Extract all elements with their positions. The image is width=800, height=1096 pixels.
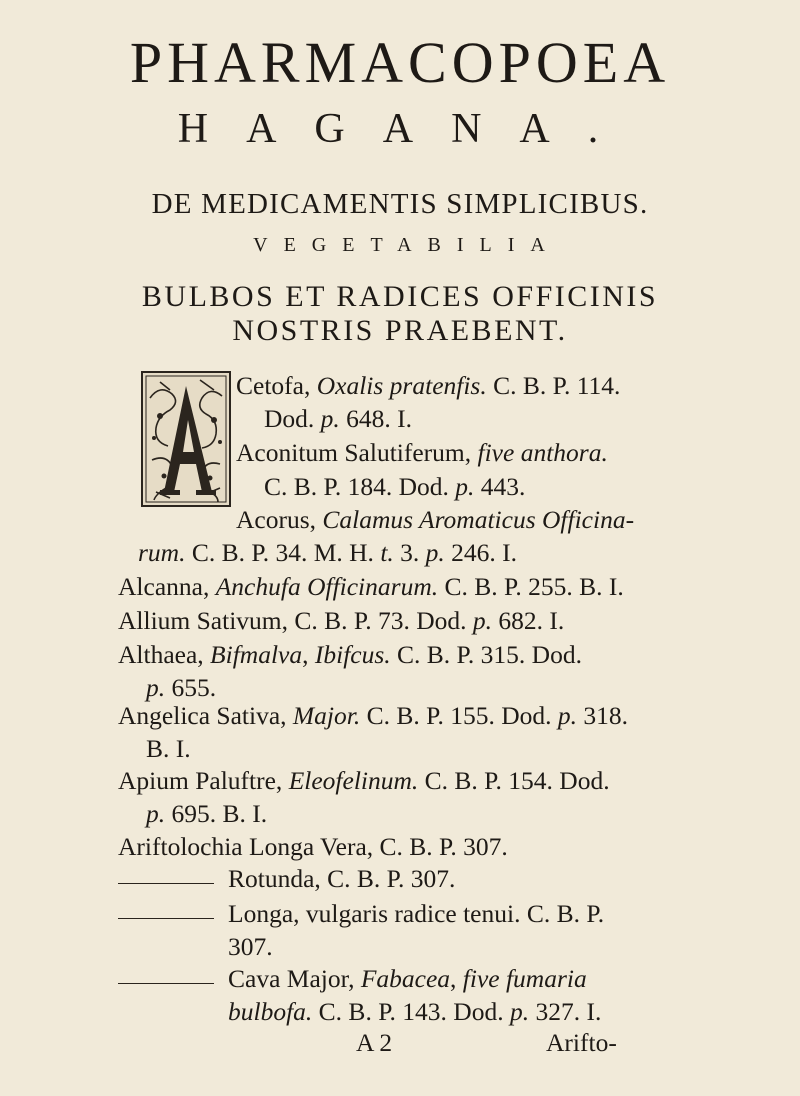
woodcut-initial-icon — [140, 368, 232, 510]
entry-aconitum: Aconitum Salutiferum, five anthora. — [236, 438, 608, 467]
entry-acorus-cont: rum. C. B. P. 34. M. H. t. 3. p. 246. I. — [138, 538, 518, 567]
entry-cetofa-cont: Dod. p. 648. I. — [264, 404, 413, 433]
entry-angelica: Angelica Sativa, Major. C. B. P. 155. Dod. p. 318. — [118, 701, 629, 730]
ditto-rule — [118, 883, 214, 884]
catchword: Arifto- — [546, 1028, 617, 1057]
entry-aristolochia-longa: Longa, vulgaris radice tenui. C. B. P. — [228, 899, 605, 928]
entry-aristolochia-rotunda: Rotunda, C. B. P. 307. — [228, 864, 456, 893]
signature-mark: A 2 — [356, 1028, 393, 1057]
entry-angelica-cont: B. I. — [146, 734, 191, 763]
entry-aconitum-cont: C. B. P. 184. Dod. p. 443. — [264, 472, 526, 501]
title-pharmacopoea: PHARMACOPOEA — [129, 30, 671, 95]
decorated-initial — [140, 368, 232, 510]
heading-nostris: NOSTRIS PRAEBENT. — [232, 314, 568, 347]
subtitle-de-medicamentis: DE MEDICAMENTIS SIMPLICIBUS. — [151, 188, 649, 220]
entry-cava-major-cont: bulbofa. C. B. P. 143. Dod. p. 327. I. — [228, 997, 602, 1026]
entry-cetofa: Cetofa, Oxalis pratenfis. C. B. P. 114. — [236, 371, 621, 400]
ditto-rule — [118, 983, 214, 984]
heading-bulbos: BULBOS ET RADICES OFFICINIS — [141, 280, 659, 313]
subtitle-vegetabilia: VEGETABILIA — [253, 234, 561, 256]
entry-apium-cont: p. 695. B. I. — [146, 799, 268, 828]
entry-althaea-cont: p. 655. — [146, 673, 217, 702]
entry-allium: Allium Sativum, C. B. P. 73. Dod. p. 682. I. — [118, 606, 565, 635]
ditto-rule — [118, 918, 214, 919]
entry-acorus: Acorus, Calamus Aromaticus Officina- — [236, 505, 635, 534]
entry-althaea: Althaea, Bifmalva, Ibifcus. C. B. P. 315. Dod. — [118, 640, 582, 669]
entry-apium: Apium Paluftre, Eleofelinum. C. B. P. 154. Dod. — [118, 766, 610, 795]
entry-aristolochia-longa-vera: Ariftolochia Longa Vera, C. B. P. 307. — [118, 832, 508, 861]
entry-alcanna: Alcanna, Anchufa Officinarum. C. B. P. 255. B. I. — [118, 572, 624, 601]
entry-cava-major: Cava Major, Fabacea, five fumaria — [228, 964, 587, 993]
title-hagana: HAGANA. — [177, 106, 637, 152]
entry-aristolochia-longa-cont: 307. — [228, 932, 273, 961]
